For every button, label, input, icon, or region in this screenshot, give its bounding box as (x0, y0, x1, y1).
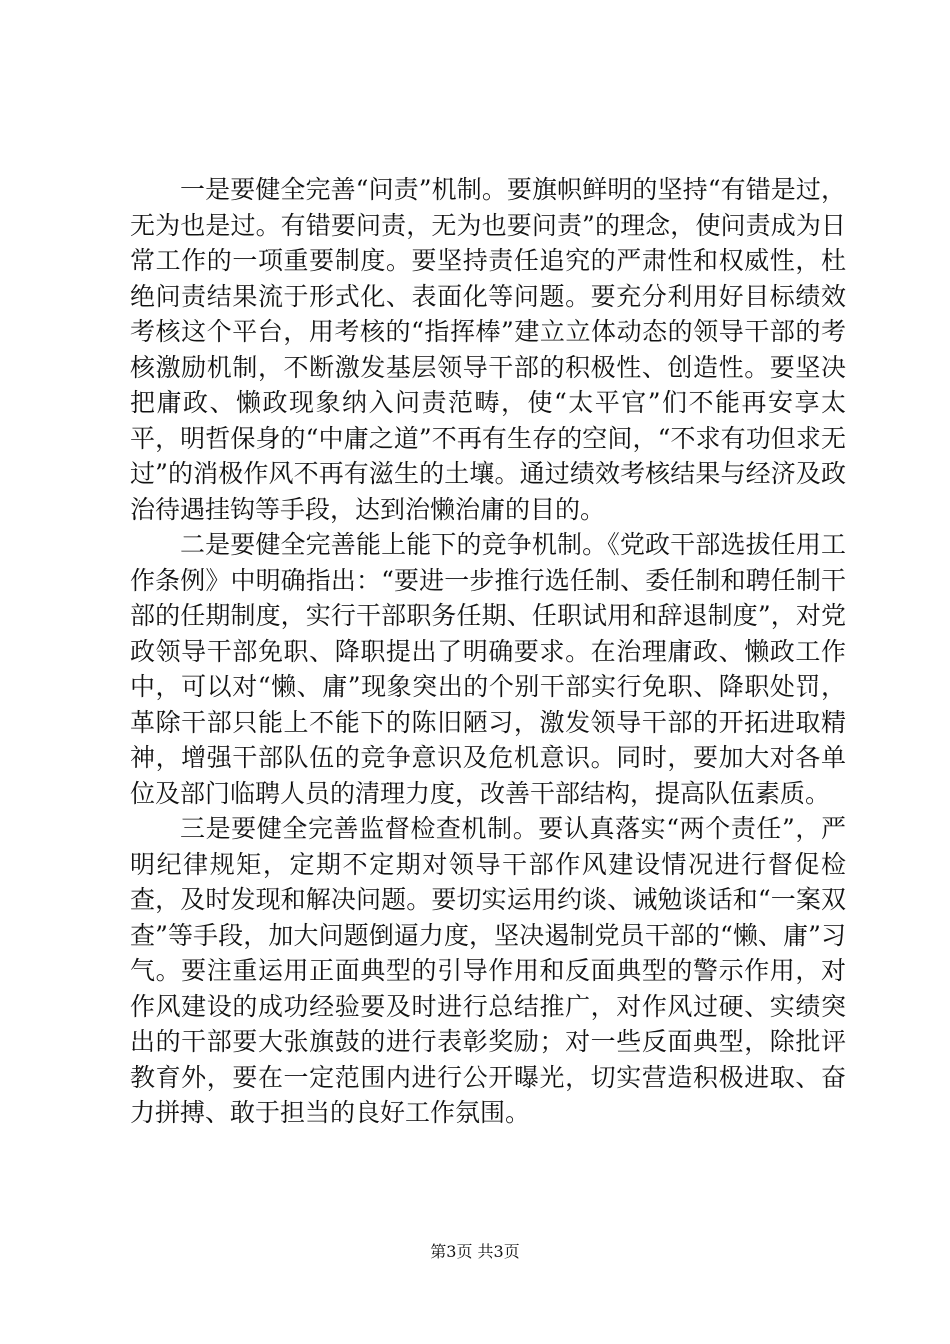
paragraph-competition: 二是要健全完善能上能下的竞争机制。《党政干部选拔任用工作条例》中明确指出：“要进一步推行选任制、委任制和聘任制干部的任期制度，实行干部职务任期、任职试用和辞退制度”，对党政领导干部免职、降职提出了明确要求。在治理庸政、懒政工作中，可以对“懒、庸”现象突出的个别干部实行免职、降职处罚，革除干部只能上不能下的陈旧陋习，激发领导干部的开拓进取精神，增强干部队伍的竞争意识及危机意识。同时，要加大对各单位及部门临聘人员的清理力度，改善干部结构，提高队伍素质。 (130, 530, 846, 808)
paragraph-supervision: 三是要健全完善监督检查机制。要认真落实“两个责任”，严明纪律规矩，定期不定期对领导干部作风建设情况进行督促检查，及时发现和解决问题。要切实运用约谈、诫勉谈话和“一案双查”等手段，加大问题倒逼力度，坚决遏制党员干部的“懒、庸”习气。要注重运用正面典型的引导作用和反面典型的警示作用，对作风建设的成功经验要及时进行总结推广，对作风过硬、实绩突出的干部要大张旗鼓的进行表彰奖励；对一些反面典型，除批评教育外，要在一定范围内进行公开曝光，切实营造积极进取、奋力拼搏、敢于担当的良好工作氛围。 (130, 814, 846, 1127)
page-footer: 第3页 共3页 (430, 1242, 520, 1261)
body-text (130, 172, 846, 1131)
paragraph-accountability: 一是要健全完善“问责”机制。要旗帜鲜明的坚持“有错是过，无为也是过。有错要问责，无为也要问责”的理念，使问责成为日常工作的一项重要制度。要坚持责任追究的严肃性和权威性，杜绝问责结果流于形式化、表面化等问题。要充分利用好目标绩效考核这个平台，用考核的“指挥棒”建立立体动态的领导干部的考核激励机制，不断激发基层领导干部的积极性、创造性。要坚决把庸政、懒政现象纳入问责范畴，使“太平官”们不能再安享太平，明哲保身的“中庸之道”不再有生存的空间，“不求有功但求无过”的消极作风不再有滋生的土壤。通过绩效考核结果与经济及政治待遇挂钩等手段，达到治懒治庸的目的。 (130, 175, 846, 524)
